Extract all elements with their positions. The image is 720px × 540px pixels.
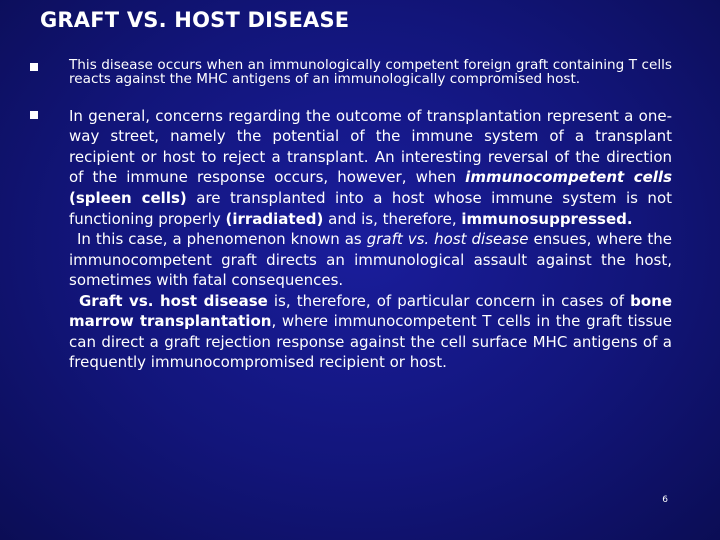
bullet-text-1 <box>69 58 672 87</box>
emphasis-irradiated: (irradiated) <box>225 209 324 228</box>
bullet-item-2 <box>30 106 672 373</box>
text-segment: In general, concerns regarding the outcome of transplantation represent a one-way street, namely the potential of the immune system of a transplant recipient or host to reject a transplant. An interesting reversal of the direction of the immune response occurs, however, when <box>69 106 672 187</box>
bullet-2-paragraph-2 <box>69 229 672 291</box>
emphasis-spleen-cells: (spleen cells) <box>69 189 187 207</box>
text-segment: are transplanted into a host whose immune system is not functioning properly <box>69 189 672 228</box>
page-number: 6 <box>662 495 668 505</box>
bullet-item-1 <box>30 58 672 87</box>
emphasis-graft-vs-host-disease: graft vs. host disease <box>366 230 529 249</box>
text-segment: , where immunocompetent T cells in the graft tissue can direct a graft rejection response against the cell surface MHC antigens of a frequently immunocompromised recipient or host. <box>69 312 673 372</box>
bullet-2-paragraph-3 <box>69 291 672 373</box>
text-segment: ensues, where the immunocompetent graft directs an immunological assault against the host, sometimes with fatal consequences. <box>69 230 673 290</box>
text-segment: is, therefore, of particular concern in cases of <box>267 291 631 310</box>
emphasis-graft-vs-host-disease: Graft vs. host disease <box>79 291 268 310</box>
text-segment: In this case, a phenomenon known as <box>77 230 367 249</box>
emphasis-immunocompetent-cells: immunocompetent cells <box>465 168 672 187</box>
slide-title: GRAFT VS. HOST DISEASE <box>40 8 350 32</box>
bullet-2-paragraph-1 <box>69 106 672 229</box>
bullet-text-2 <box>69 106 672 373</box>
bullet-list <box>30 58 672 373</box>
emphasis-immunosuppressed: immunosuppressed. <box>461 209 633 228</box>
text-segment: and is, therefore, <box>323 209 462 228</box>
emphasis-bone-marrow-transplantation: bone marrow transplantation <box>69 291 672 331</box>
square-bullet-icon <box>30 63 38 71</box>
bullet-1-paragraph: This disease occurs when an immunologically competent foreign graft containing T cells reacts against the MHC antigens of an immunologically compromised host. <box>69 57 672 88</box>
square-bullet-icon <box>30 111 38 119</box>
